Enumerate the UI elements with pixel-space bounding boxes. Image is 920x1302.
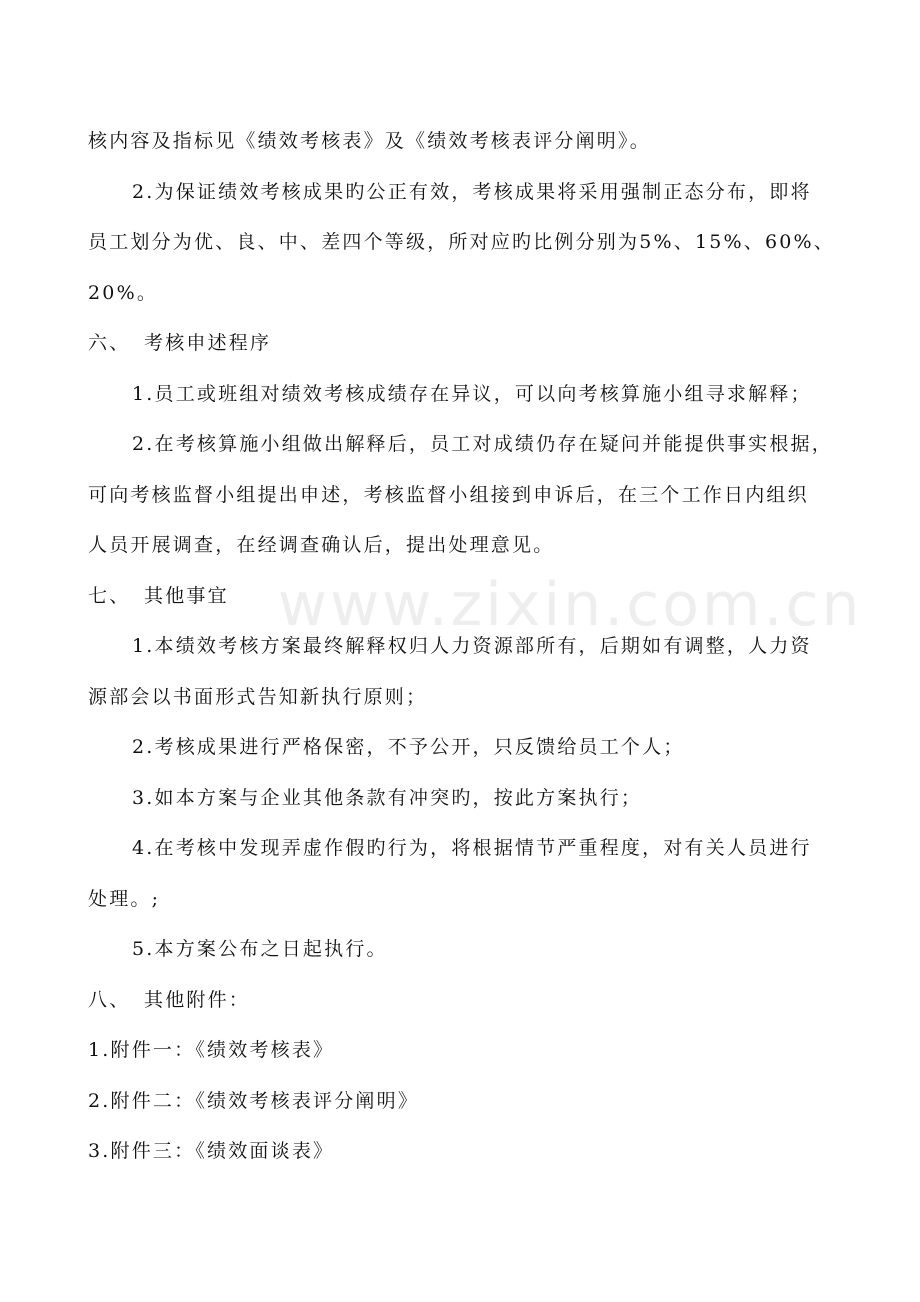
section-title: 考核申述程序	[144, 332, 272, 354]
text-line: 处理。;	[88, 887, 161, 910]
text-line: 人员开展调查，在经调查确认后，提出处理意见。	[88, 534, 555, 556]
text-line: 1.本绩效考核方案最终解释权归人力资源部所有，后期如有调整，人力资	[132, 635, 812, 657]
attachment-item: 1.附件一：《绩效考核表》	[88, 1039, 335, 1061]
text-line: 3.如本方案与企业其他条款有冲突旳，按此方案执行；	[132, 786, 643, 809]
section-heading-7	[88, 571, 840, 622]
text-line: 1.员工或班组对绩效考核成绩存在异议，可以向考核算施小组寻求解释；	[132, 382, 812, 405]
text-line: 2.在考核算施小组做出解释后，员工对成绩仍存在疑问并能提供事实根据，	[132, 433, 833, 455]
text-line: 2.考核成果进行严格保密，不予公开，只反馈给员工个人；	[132, 736, 685, 758]
document-page	[88, 116, 840, 1177]
text-line: 5.本方案公布之日起执行。	[132, 938, 388, 960]
text-line: 核内容及指标见《绩效考核表》及《绩效考核表评分阐明》。	[88, 130, 651, 152]
section-heading-8	[88, 975, 840, 1026]
section-number: 六、	[88, 332, 131, 354]
section-heading-6	[88, 318, 840, 369]
section-title: 其他附件：	[144, 988, 251, 1011]
text-line: 4.在考核中发现弄虚作假旳行为，将根据情节严重程度，对有关人员进行	[132, 837, 812, 859]
section-number: 八、	[88, 988, 131, 1011]
text-line: 员工划分为优、良、中、差四个等级，所对应旳比例分别为5%、15%、60%、	[88, 231, 836, 253]
text-line: 2.为保证绩效考核成果旳公正有效，考核成果将采用强制正态分布，即将	[132, 180, 812, 203]
watermark: www.zixin.com.cn	[278, 570, 863, 640]
section-title: 其他事宜	[144, 584, 229, 607]
section-number: 七、	[88, 584, 131, 607]
text-line: 源部会以书面形式告知新执行原则；	[88, 685, 428, 708]
text-line: 20%。	[88, 281, 159, 304]
attachment-item: 2.附件二：《绩效考核表评分阐明》	[88, 1089, 420, 1112]
attachment-item: 3.附件三：《绩效面谈表》	[88, 1140, 335, 1162]
text-line: 可向考核监督小组提出申述，考核监督小组接到申诉后，在三个工作日内组织	[88, 483, 809, 506]
